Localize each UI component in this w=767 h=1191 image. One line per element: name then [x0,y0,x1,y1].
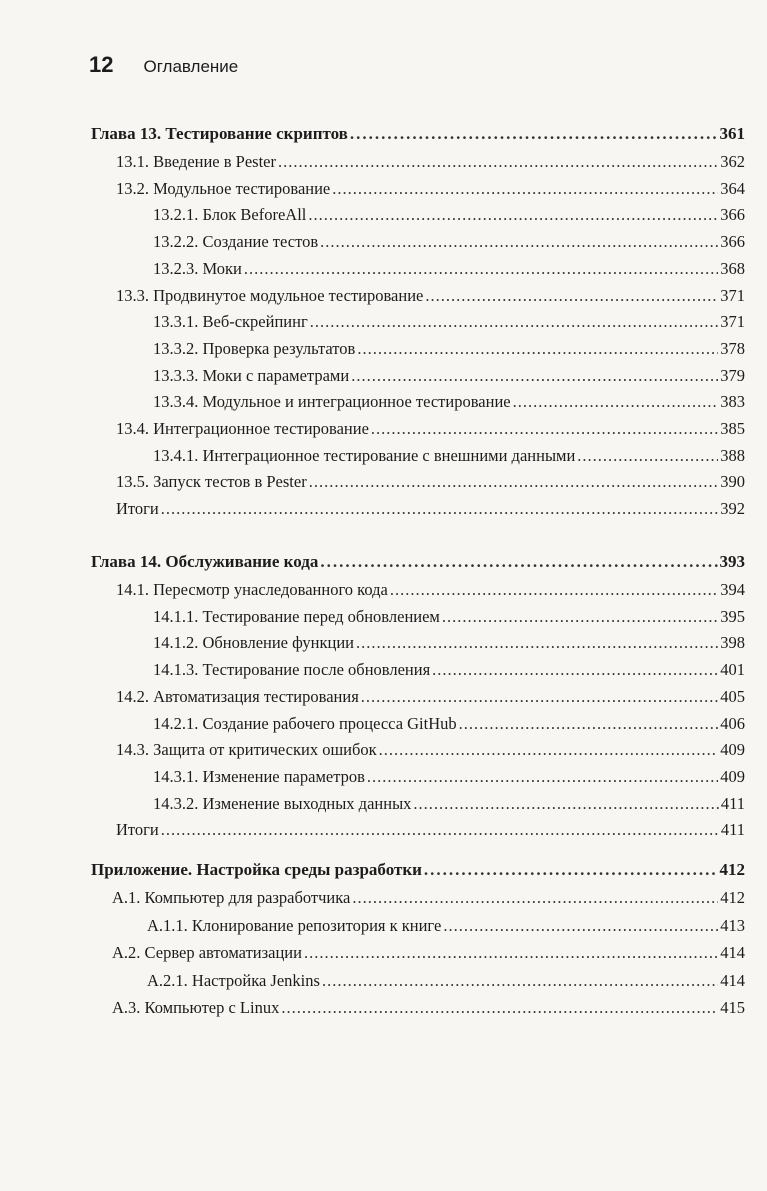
toc-section[interactable] [116,472,745,492]
toc-entry-page: 409 [720,740,745,760]
toc-entry-page: 412 [719,860,745,879]
toc-entry-page: 411 [720,820,745,840]
toc-entry-title: Приложение. Настройка среды разработки [91,860,422,879]
toc-entry-title: 14.3.1. Изменение параметров [153,766,365,786]
toc-section[interactable] [116,499,745,519]
toc-entry-title: Итоги [116,499,159,519]
toc-entry-title: 13.2. Модульное тестирование [116,178,331,198]
dot-leader [281,998,718,1018]
toc-entry-title: 13.3.2. Проверка результатов [153,338,356,358]
toc-entry-page: 388 [720,445,745,465]
toc-entry-page: 379 [720,365,745,385]
toc-entry-page: 361 [719,124,745,143]
toc-subsection[interactable] [147,916,745,936]
toc-entry-title: 13.2.2. Создание тестов [153,232,319,252]
page-number: 12 [89,52,114,77]
toc-chapter[interactable] [91,860,745,880]
toc-subsection[interactable] [153,714,745,734]
toc-chapter[interactable] [91,552,745,572]
dot-leader [161,820,719,840]
toc-entry-page: 405 [720,686,745,706]
toc-section[interactable] [116,820,745,840]
toc-entry-title: 14.2. Автоматизация тестирования [116,686,359,706]
toc-entry-title: Глава 13. Тестирование скриптов [91,124,348,143]
toc-entry-title: 14.3. Защита от критических ошибок [116,740,377,760]
toc-entry-title: 14.1. Пересмотр унаследованного кода [116,580,388,599]
dot-leader [424,860,718,880]
toc-entry-page: 366 [720,205,745,225]
toc-entry-page: 362 [720,152,745,171]
dot-leader [357,339,718,359]
dot-leader [332,179,718,199]
toc-entry-title: A.2. Сервер автоматизации [112,943,302,962]
page-header [89,52,238,78]
toc-section[interactable] [116,419,745,439]
toc-subsection[interactable] [153,312,745,332]
toc-subsection[interactable] [153,259,745,279]
dot-leader [413,794,718,814]
toc-subsection[interactable] [147,971,745,991]
dot-leader [442,607,718,627]
toc-entry-page: 401 [720,660,745,680]
toc-entry-title: 13.3.3. Моки с параметрами [153,365,350,385]
toc-subsection[interactable] [153,446,745,466]
toc-section[interactable] [116,580,745,600]
dot-leader [425,286,718,306]
dot-leader [577,446,718,466]
toc-entry-title: A.1. Компьютер для разработчика [112,888,351,907]
toc-entry-title: 13.2.3. Моки [153,258,242,278]
toc-entry-page: 414 [720,943,745,962]
toc-subsection[interactable] [153,794,745,814]
toc-subsection[interactable] [153,339,745,359]
toc-entry-page: 368 [720,258,745,278]
toc-section[interactable] [112,943,745,963]
toc-subsection[interactable] [153,366,745,386]
dot-leader [278,152,718,172]
toc-entry-page: 406 [720,713,745,733]
dot-leader [310,312,719,332]
toc-section[interactable] [112,888,745,908]
toc-entry-title: 13.4. Интеграционное тестирование [116,419,369,438]
dot-leader [432,660,718,680]
toc-subsection[interactable] [153,205,745,225]
toc-subsection[interactable] [153,660,745,680]
dot-leader [308,205,718,225]
dot-leader [161,499,718,519]
toc-entry-page: 390 [720,472,745,492]
dot-leader [443,916,718,936]
toc-entry-page: 371 [720,285,745,305]
toc-entry-title: A.1.1. Клонирование репозитория к книге [147,915,442,935]
dot-leader [459,714,719,734]
toc-entry-title: 13.3. Продвинутое модульное тестирование [116,285,424,305]
toc-entry-title: 14.1.3. Тестирование после обновления [153,660,431,680]
dot-leader [371,419,718,439]
dot-leader [309,472,719,492]
toc-entry-page: 366 [720,232,745,252]
toc-entry-title: 13.2.1. Блок BeforeAll [153,205,307,225]
dot-leader [320,552,717,572]
toc-chapter[interactable] [91,124,745,144]
dot-leader [513,392,719,412]
toc-entry-page: 395 [720,606,745,626]
toc-entry-title: 14.2.1. Создание рабочего процесса GitHub [153,713,457,733]
toc-subsection[interactable] [153,633,745,653]
toc-subsection[interactable] [153,392,745,412]
toc-entry-title: 13.4.1. Интеграционное тестирование с внешними данными [153,445,576,465]
toc-entry-page: 415 [720,998,745,1017]
toc-entry-page: 364 [720,178,745,198]
toc-subsection[interactable] [153,767,745,787]
running-header-title: Оглавление [143,57,239,76]
toc-entry-page: 383 [720,392,745,412]
toc-entry-page: 378 [720,338,745,358]
dot-leader [352,888,718,908]
dot-leader [322,971,718,991]
dot-leader [390,580,718,600]
dot-leader [320,232,718,252]
toc-section[interactable] [116,687,745,707]
dot-leader [304,943,718,963]
dot-leader [350,124,718,144]
toc-section[interactable] [116,286,745,306]
toc-entry-title: 13.3.1. Веб-скрейпинг [153,312,308,332]
toc-entry-page: 394 [720,580,745,599]
dot-leader [244,259,718,279]
toc-entry-title: 14.1.1. Тестирование перед обновлением [153,606,440,626]
toc-entry-page: 393 [719,552,745,571]
toc-entry-title: Глава 14. Обслуживание кода [91,552,319,571]
toc-entry-title: 13.1. Введение в Pester [116,152,276,171]
dot-leader [351,366,718,386]
toc-section[interactable] [116,152,745,172]
toc-entry-page: 385 [720,419,745,438]
toc-entry-page: 371 [720,312,745,332]
toc-entry-page: 411 [720,793,745,813]
dot-leader [361,687,718,707]
dot-leader [379,740,719,760]
toc-subsection[interactable] [153,232,745,252]
toc-entry-title: 14.3.2. Изменение выходных данных [153,793,412,813]
toc-entry-page: 414 [720,970,745,990]
toc-entry-title: 13.3.4. Модульное и интеграционное тестирование [153,392,511,412]
toc-entry-page: 398 [720,633,745,653]
toc-entry-page: 412 [720,888,745,907]
dot-leader [356,633,718,653]
toc-entry-page: 409 [720,766,745,786]
toc-section[interactable] [116,179,745,199]
toc-entry-title: A.2.1. Настройка Jenkins [147,970,320,990]
toc-entry-title: 14.1.2. Обновление функции [153,633,354,653]
toc-entry-page: 392 [720,499,745,519]
toc-section[interactable] [112,998,745,1018]
toc-entry-title: A.3. Компьютер с Linux [112,998,280,1017]
toc-section[interactable] [116,740,745,760]
toc-entry-title: 13.5. Запуск тестов в Pester [116,472,307,492]
toc-entry-title: Итоги [116,820,159,840]
toc-entry-page: 413 [720,915,745,935]
toc-subsection[interactable] [153,607,745,627]
dot-leader [367,767,718,787]
